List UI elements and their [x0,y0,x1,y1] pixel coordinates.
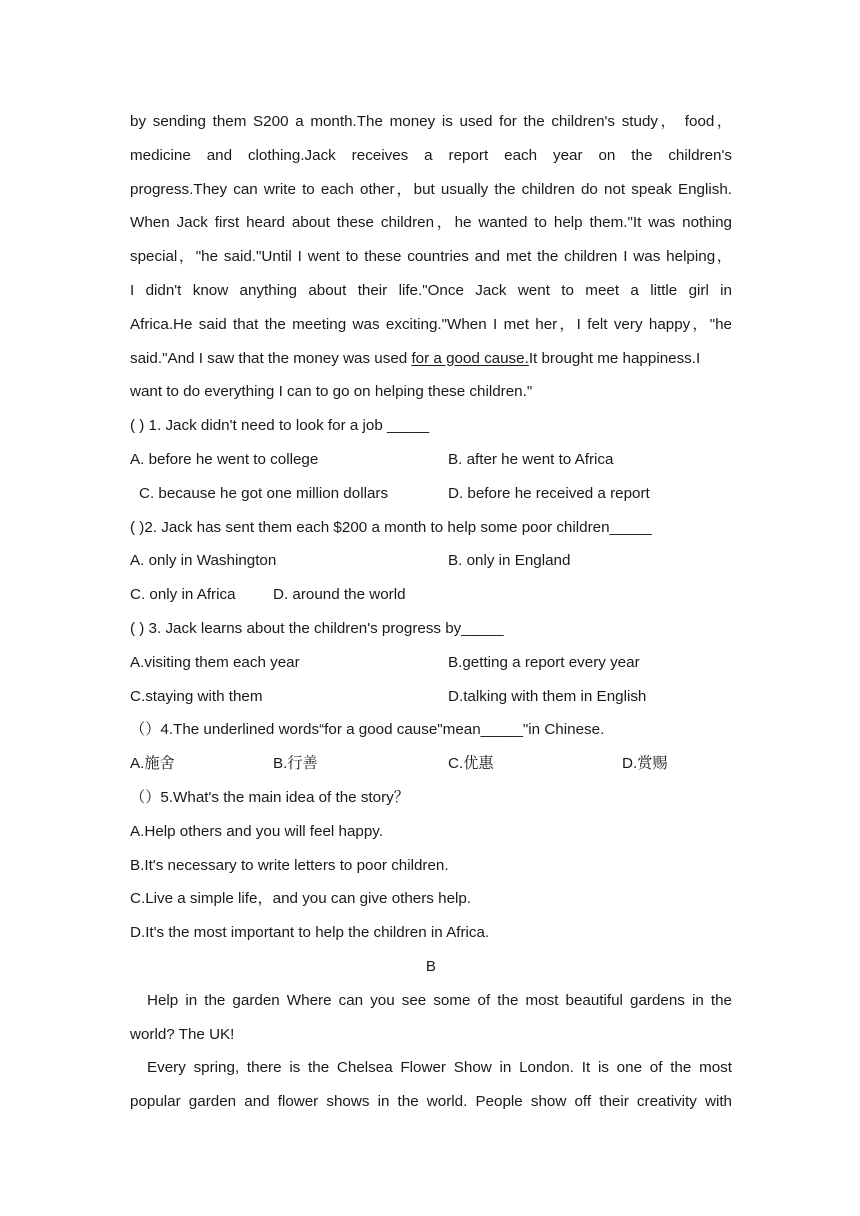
question-3-option-c: C.staying with them [130,687,263,705]
question-4-option-d: D.赏赐 [622,755,668,773]
passage-a-line-9: want to do everything I can to go on helping these children." [130,383,533,401]
passage-a-line-6: I didn't know anything about their life."Once Jack went to meet a little girl in [130,281,732,299]
question-1-option-d: D. before he received a report [448,484,650,502]
question-5-option-d: D.It's the most important to help the children in Africa. [130,924,490,942]
question-5-option-c: C.Live a simple life，and you can give others help. [130,890,472,908]
question-1-option-c: C. because he got one million dollars [139,484,389,502]
line-8-text-before: said."And I saw that the money was used [130,349,412,367]
section-b-heading: B [425,957,437,975]
question-4-options-row [130,747,732,781]
question-3-options-row-1 [130,646,732,680]
passage-a-line-1: by sending them S200 a month.The money is used for the children's study， food， [130,113,732,130]
document-content [130,105,732,1119]
question-2-stem: ( )2. Jack has sent them each $200 a month to help some poor children_____ [130,518,652,536]
question-5-option-a: A.Help others and you will feel happy. [130,822,383,840]
question-3-options-row-2 [130,680,732,714]
question-5-option-b: B.It's necessary to write letters to poor children. [130,856,449,874]
question-3-stem: ( ) 3. Jack learns about the children's progress by_____ [130,619,504,637]
question-2-option-b: B. only in England [448,552,571,570]
question-3-option-a: A.visiting them each year [130,653,300,671]
passage-a-line-8 [130,342,732,376]
passage-a-line-5: special，"he said."Until I went to these countries and met the children I was helping， [130,248,732,266]
question-2-option-d: D. around the world [273,586,406,604]
section-b-paragraph-2-line-2: popular garden and flower shows in the world. People show off their creativity with [130,1093,732,1111]
question-3-option-d: D.talking with them in English [448,687,647,705]
passage-a-line-2: medicine and clothing.Jack receives a report each year on the children's [130,146,732,164]
question-4-stem: （）4.The underlined words“for a good cause"mean_____"in Chinese. [130,721,605,739]
section-b-paragraph-1-line-1: Help in the garden Where can you see some of the most beautiful gardens in the [147,991,732,1009]
underlined-phrase: for a good cause. [411,349,529,367]
question-4-option-c: C.优惠 [448,755,494,773]
passage-a-line-3: progress.They can write to each other，but usually the children do not speak English. [130,180,732,198]
question-2-option-c: C. only in Africa [130,586,236,604]
question-4-option-a: A.施舍 [130,755,175,773]
line-8-text-after: It brought me happiness.I [528,349,701,367]
question-2-options-row-2 [130,578,732,612]
question-1-options-row-1 [130,443,732,477]
question-3-option-b: B.getting a report every year [448,653,640,671]
section-b-paragraph-1-line-2: world? The UK! [130,1025,235,1043]
question-1-options-row-2 [130,477,732,511]
passage-a-line-4: When Jack first heard about these children，he wanted to help them."It was nothing [130,214,732,232]
question-4-option-b: B.行善 [273,755,318,773]
question-2-options-row-1 [130,544,732,578]
question-5-stem: （）5.What's the main idea of the story？ [130,788,409,806]
question-1-option-b: B. after he went to Africa [448,450,614,468]
passage-a-line-7: Africa.He said that the meeting was exciting."When I met her，I felt very happy，"he [130,315,732,333]
question-1-option-a: A. before he went to college [130,450,319,468]
question-2-option-a: A. only in Washington [130,552,277,570]
question-1-stem: ( ) 1. Jack didn't need to look for a job _____ [130,417,430,435]
section-b-paragraph-2-line-1: Every spring, there is the Chelsea Flower Show in London. It is one of the most [147,1059,732,1077]
